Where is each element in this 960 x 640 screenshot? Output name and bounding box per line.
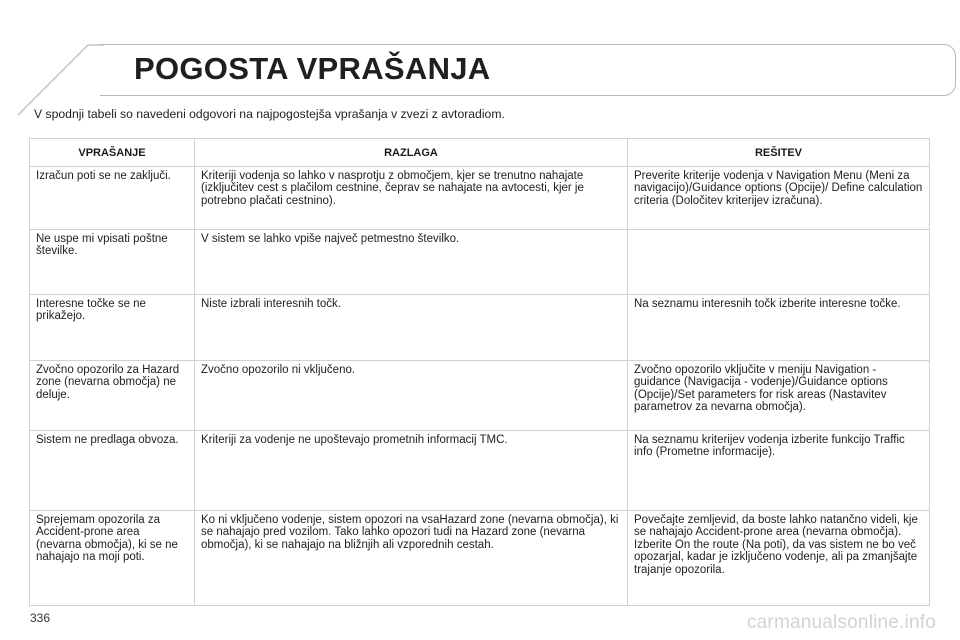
table-row <box>30 431 930 511</box>
header-solution: REŠITEV <box>628 139 930 167</box>
header-question: VPRAŠANJE <box>30 139 195 167</box>
intro-text: V spodnji tabeli so navedeni odgovori na najpogostejša vprašanja v zvezi z avtoradiom. <box>34 107 505 121</box>
table-row <box>30 230 930 295</box>
solution-cell: Preverite kriterije vodenja v Navigation Menu (Meni za navigacijo)/Guidance options (Opcije)/ Define calculation criteria (Določitev kriterijev izračuna). <box>628 167 930 230</box>
question-cell: Ne uspe mi vpisati poštne številke. <box>30 230 195 295</box>
table-row <box>30 295 930 361</box>
question-cell: Izračun poti se ne zaključi. <box>30 167 195 230</box>
solution-cell: Na seznamu kriterijev vodenja izberite funkcijo Traffic info (Prometne informacije). <box>628 431 930 511</box>
solution-cell: Zvočno opozorilo vključite v meniju Navigation - guidance (Navigacija - vodenje)/Guidance options (Opcije)/Set parameters for risk areas (Nastavitev parametrov za nevarna območja). <box>628 361 930 431</box>
header-explanation: RAZLAGA <box>195 139 628 167</box>
explanation-cell: Ko ni vključeno vodenje, sistem opozori na vsaHazard zone (nevarna območja), ki se nahajajo pred vozilom. Tako lahko opozori tudi na Hazard zone (nevarna območja), ki se nahajajo na bližnjih ali vzporednih cestah. <box>195 511 628 606</box>
explanation-cell: Kriteriji za vodenje ne upoštevajo prometnih informacij TMC. <box>195 431 628 511</box>
table-header-row <box>30 139 930 167</box>
explanation-cell: Kriteriji vodenja so lahko v nasprotju z območjem, kjer se trenutno nahajate (izključitev cest s plačilom cestnine, čeprav se nahajate na avtocesti, kjer je potrebno plačati cestnino). <box>195 167 628 230</box>
table-row <box>30 511 930 606</box>
explanation-cell: Zvočno opozorilo ni vključeno. <box>195 361 628 431</box>
explanation-cell: V sistem se lahko vpiše največ petmestno številko. <box>195 230 628 295</box>
explanation-cell: Niste izbrali interesnih točk. <box>195 295 628 361</box>
table-row <box>30 167 930 230</box>
watermark: carmanualsonline.info <box>746 612 936 633</box>
solution-cell: Na seznamu interesnih točk izberite interesne točke. <box>628 295 930 361</box>
page-title: POGOSTA VPRAŠANJA <box>134 51 491 86</box>
question-cell: Zvočno opozorilo za Hazard zone (nevarna območja) ne deluje. <box>30 361 195 431</box>
question-cell: Interesne točke se ne prikažejo. <box>30 295 195 361</box>
solution-cell: Povečajte zemljevid, da boste lahko natančno videli, kje se nahajajo Accident-prone area (nevarna območja). Izberite On the route (Na poti), da vas sistem ne bo več opozarjal, kadar je izključeno vodenje, ali pa zmanjšajte trajanje opozorila. <box>628 511 930 606</box>
table-row <box>30 361 930 431</box>
solution-cell <box>628 230 930 295</box>
faq-table <box>29 138 930 606</box>
question-cell: Sistem ne predlaga obvoza. <box>30 431 195 511</box>
page-number: 336 <box>30 611 51 625</box>
question-cell: Sprejemam opozorila za Accident-prone area (nevarna območja), ki se ne nahajajo na moji poti. <box>30 511 195 606</box>
